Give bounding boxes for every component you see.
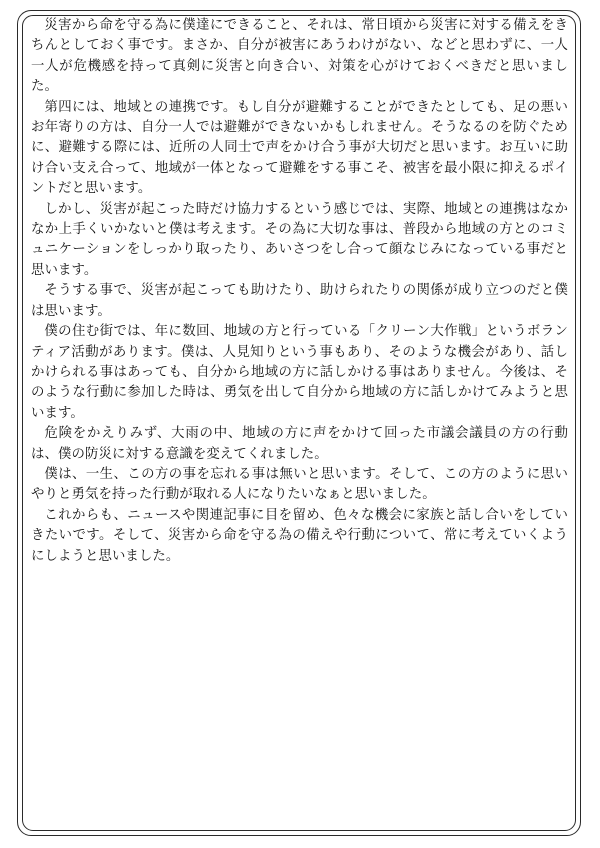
essay-paragraph: 危険をかえりみず、大雨の中、地域の方に声をかけて回った市議会議員の方の行動は、僕の防災に対する意識を変えてくれました。 [31, 426, 568, 462]
essay-paragraph: 災害から命を守る為に僕達にできること、それは、常日頃から災害に対する備えをきちんとしておく事です。まさか、自分が被害にあうわけがない、などと思わずに、一人一人が危機感を持って真剣に災害と向き合い、対策を心がけておくべきだと思いました。 [31, 18, 568, 95]
essay-paragraph: そうする事で、災害が起こっても助けたり、助けられたりの関係が成り立つのだと僕は思います。 [31, 283, 568, 319]
essay-paragraph: これからも、ニュースや関連記事に目を留め、色々な機会に家族と話し合いをしていきたいです。そして、災害から命を守る為の備えや行動について、常に考えていくようにしようと思いました。 [31, 507, 568, 564]
essay-paragraph: 第四には、地域との連携です。もし自分が避難することができたとしても、足の悪いお年寄りの方は、自分一人では避難ができないかもしれません。そうなるのを防ぐために、避難する際には、近所の人同士で声をかけ合う事が大切だと思います。お互いに助け合い支え合って、地域が一体となって避難をする事こそ、被害を最小限に抑えるポイントだと思います。 [31, 99, 568, 197]
essay-paragraph: 僕は、一生、この方の事を忘れる事は無いと思います。そして、この方のように思いやりと勇気を持った行動が取れる人になりたいなぁと思いました。 [31, 466, 568, 503]
essay-paragraph: しかし、災害が起こった時だけ協力するという感じでは、実際、地域との連携はなかなか上手くいかないと僕は考えます。その為に大切な事は、普段から地域の方とのコミュニケーションをしっかり取ったり、あいさつをし合って顔なじみになっている事だと思います。 [31, 201, 568, 278]
essay-paragraph: 僕の住む街では、年に数回、地域の方と行っている「クリーン大作戦」というボランティア活動があります。僕は、人見知りという事もあり、そのような機会があり、話しかけられる事はあっても、自分から地域の方に話しかける事はありません。今後は、そのような行動に参加した時は、勇気を出して自分から地域の方に話しかけてみようと思います。 [31, 324, 568, 421]
essay-body [31, 16, 568, 567]
